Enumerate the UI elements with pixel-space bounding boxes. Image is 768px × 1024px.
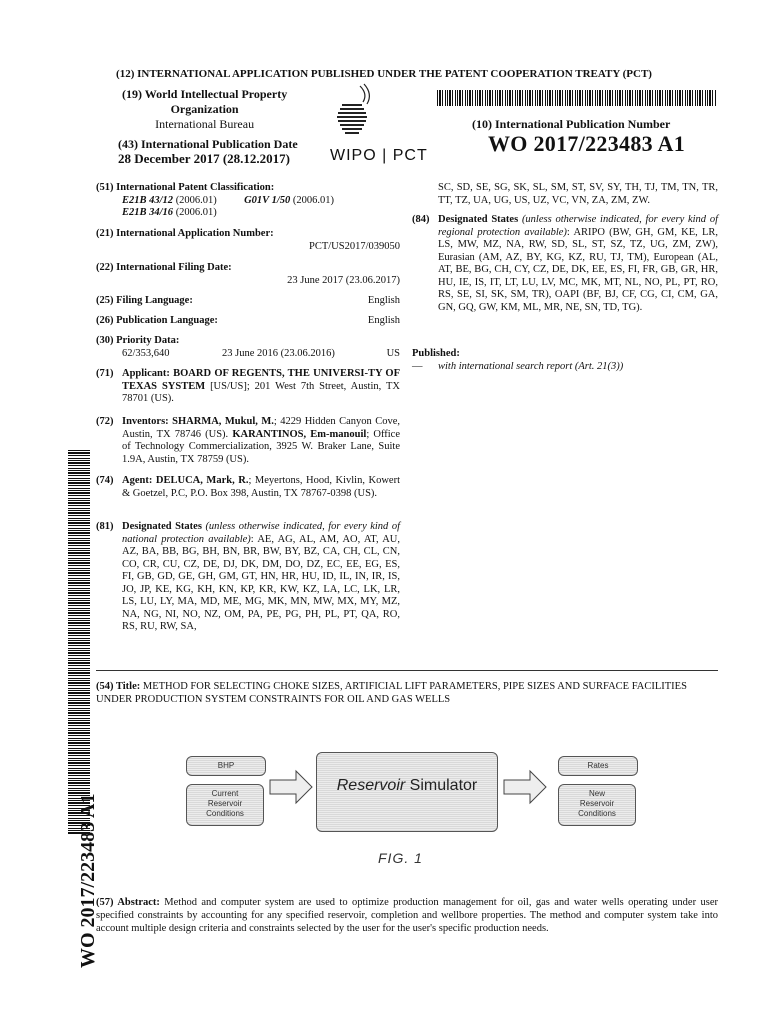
figure-arrow-right-1-icon: [268, 768, 314, 806]
wipo-pct-wordmark: WIPO | PCT: [330, 147, 428, 164]
organization-name-line2: Organization: [170, 102, 239, 116]
figure-bhp-box: [186, 756, 266, 776]
agent-num: (74): [96, 475, 114, 486]
priority-label: (30) Priority Data:: [96, 335, 180, 346]
wipo-logo-icon: [330, 82, 374, 152]
figure-simulator-box: [316, 752, 498, 832]
figure-rates-box: [558, 756, 638, 776]
filing-date: 23 June 2017 (23.06.2017): [287, 274, 400, 286]
applicant-label: Applicant:: [122, 368, 170, 379]
applicant-num: (71): [96, 368, 114, 379]
header-treaty-line: (12) INTERNATIONAL APPLICATION PUBLISHED UNDER THE PATENT COOPERATION TREATY (PCT): [116, 68, 652, 80]
designated-states-84: [412, 214, 718, 314]
publication-number-label: (10) International Publication Number: [472, 117, 671, 131]
figure-bhp: BHP: [217, 761, 235, 770]
inventors-num: (72): [96, 416, 114, 427]
application-number-section: [96, 228, 400, 253]
publication-number: WO 2017/223483 A1: [488, 131, 685, 156]
figure-current-box: [186, 784, 264, 826]
figure-simulator-rest: Simulator: [405, 777, 478, 794]
application-number: PCT/US2017/039050: [308, 240, 400, 252]
ipc-code-1-date: (2006.01): [175, 194, 217, 206]
title-section: [96, 680, 718, 706]
inventor-2-address: ; Office of Technology Commercialization, 3925 W. Braker Lane, Suite 1.9A, Austin, TX 78759 (US).: [122, 428, 401, 465]
ipc-code-2-date: (2006.01): [292, 194, 335, 206]
figure-current-1: Current: [211, 789, 239, 798]
ipc-code-1: E21B 43/12: [122, 194, 174, 206]
agent-address: ; Meyertons, Hood, Kivlin, Kowert & Goetzel, P.C, P.O. Box 398, Austin, TX 78767-0398 (US).: [122, 475, 401, 499]
filing-language-label: (25) Filing Language:: [96, 295, 193, 306]
figure-new-2: Reservoir: [579, 799, 615, 808]
agent-name: DELUCA, Mark, R.: [155, 475, 249, 486]
ds81-continuation: [412, 182, 718, 207]
published-section: [412, 348, 718, 373]
divider-title: [96, 670, 718, 671]
ds84-note: (unless otherwise indicated, for every kind of regional protection available): [438, 214, 718, 238]
ds84-num: (84): [412, 214, 430, 225]
organization-block: [122, 87, 287, 132]
figure-caption: FIG. 1: [378, 850, 423, 866]
priority-date: 23 June 2016 (23.06.2016): [222, 347, 335, 359]
agent-label: Agent:: [122, 475, 153, 486]
figure-new-1: New: [588, 789, 605, 798]
international-bureau: International Bureau: [155, 117, 255, 131]
figure-new-3: Conditions: [578, 809, 616, 818]
abstract-section: [96, 896, 718, 935]
abstract-text: Method and computer system are used to optimize production management for oil, gas and water wells operating under user specified constraints by accounting for any specified reservoir, completion and wellbore properties. The method and computer system take into account multiple design criteria and constraints selected by the user for the user's specific production needs.: [96, 897, 718, 934]
ipc-label: (51) International Patent Classification:: [96, 182, 275, 193]
filing-language-section: [96, 295, 400, 308]
side-publication-number: WO 2017/223483 A1: [77, 793, 99, 968]
publication-date: 28 December 2017 (28.12.2017): [118, 151, 290, 166]
figure-new-box: [558, 784, 636, 826]
filing-date-section: [96, 262, 400, 287]
ipc-code-3-date: (2006.01): [175, 207, 217, 218]
inventor-1-address: ; 4229 Hidden Canyon Cove, Austin, TX 78746 (US).: [122, 416, 401, 440]
barcode-top: [437, 90, 717, 106]
application-number-label: (21) International Application Number:: [96, 228, 274, 239]
priority-section: [96, 335, 400, 361]
priority-country: US: [386, 347, 400, 359]
ipc-code-2: G01V 1/50: [244, 194, 291, 206]
figure-simulator-italic: Reservoir: [336, 777, 406, 794]
published-dash: —: [412, 360, 423, 372]
ds84-list: : ARIPO (BW, GH, GM, KE, LR, LS, MW, MZ, NA, RW, SD, SL, ST, SZ, TZ, UG, ZM, ZW), Eurasian (AM, AZ, BY, KG, KZ, RU, TJ, TM), European (AL, AT, BE, BG, CH, CY, CZ, DE, DK, EE, ES, FI, FR, GB, GR, HR, HU, IE, IS, IT, LT, LU, LV, MC, MK, MT, NL, NO, PL, PT, RO, RS, SE, SI, SK, SM, TR), OAPI (BF, BJ, CF, CG, CI, CM, GA, GN, GQ, GW, KM, ML, MR, NE, SN, TD, TG).: [438, 226, 718, 313]
figure-current-3: Conditions: [206, 809, 244, 818]
organization-name: (19) World Intellectual Property: [122, 87, 288, 101]
ds81-list-continued: SC, SD, SE, SG, SK, SL, SM, ST, SV, SY, TH, TJ, TM, TN, TR, TT, TZ, UA, UG, US, UZ, VC, VN, ZA, ZM, ZW.: [438, 182, 718, 206]
barcode-side: [68, 450, 90, 835]
applicant-name: BOARD OF REGENTS, THE UNIVERSI-TY OF TEXAS SYSTEM: [122, 368, 401, 392]
filing-date-label: (22) International Filing Date:: [96, 262, 232, 273]
inventor-1-name: SHARMA, Mukul, M.: [172, 416, 274, 427]
ds84-label: Designated States: [438, 214, 519, 225]
inventors-section: [96, 416, 400, 466]
publication-language-section: [96, 315, 400, 328]
ds81-num: (81): [96, 521, 114, 532]
ipc-section: [96, 182, 400, 220]
figure-arrow-right-2-icon: [502, 768, 548, 806]
designated-states-81: [96, 521, 400, 634]
inventors-label: Inventors:: [122, 416, 169, 427]
ds81-list: : AE, AG, AL, AM, AO, AT, AU, AZ, BA, BB, BG, BH, BN, BR, BW, BY, BZ, CA, CH, CL, CN, CO, CR, CU, CZ, DE, DJ, DK, DM, DO, DZ, EC, EE, EG, ES, FI, GB, GD, GE, GH, GM, GT, HN, HR, HU, ID, IL, IN, IR, IS, JO, JP, KE, KG, KH, KN, KP, KR, KW, KZ, LA, LC, LK, LR, LS, LU, LY, MA, MD, ME, MG, MK, MN, MW, MX, MY, MZ, NA, NG, NI, NO, NZ, OM, PA, PE, PG, PH, PL, PT, QA, RO, RS, RU, RW, SA,: [122, 533, 400, 632]
publication-date-label: (43) International Publication Date: [118, 137, 298, 151]
published-label: Published:: [412, 348, 460, 359]
applicant-section: [96, 368, 400, 406]
published-item: with international search report (Art. 21(3)): [438, 360, 624, 372]
figure-current-2: Reservoir: [207, 799, 243, 808]
publication-language-label: (26) Publication Language:: [96, 315, 218, 326]
filing-language: English: [367, 295, 400, 306]
inventor-2-name: KARANTINOS, Em-manouil: [232, 428, 367, 440]
figure-rates: Rates: [587, 761, 609, 770]
priority-number: 62/353,640: [122, 347, 170, 359]
agent-section: [96, 475, 400, 500]
title-text: METHOD FOR SELECTING CHOKE SIZES, ARTIFICIAL LIFT PARAMETERS, PIPE SIZES AND SURFACE FACILITIES UNDER PRODUCTION SYSTEM CONSTRAINTS FOR OIL AND GAS WELLS: [96, 681, 687, 705]
title-label: (54) Title:: [96, 681, 141, 692]
ds81-note: (unless otherwise indicated, for every kind of national protection available): [122, 521, 400, 545]
abstract-label: (57) Abstract:: [96, 897, 160, 908]
ds81-label: Designated States: [122, 521, 202, 532]
ipc-code-3: E21B 34/16: [122, 207, 174, 218]
applicant-address: [US/US]; 201 West 7th Street, Austin, TX 78701 (US).: [122, 380, 400, 404]
publication-language: English: [367, 315, 400, 326]
